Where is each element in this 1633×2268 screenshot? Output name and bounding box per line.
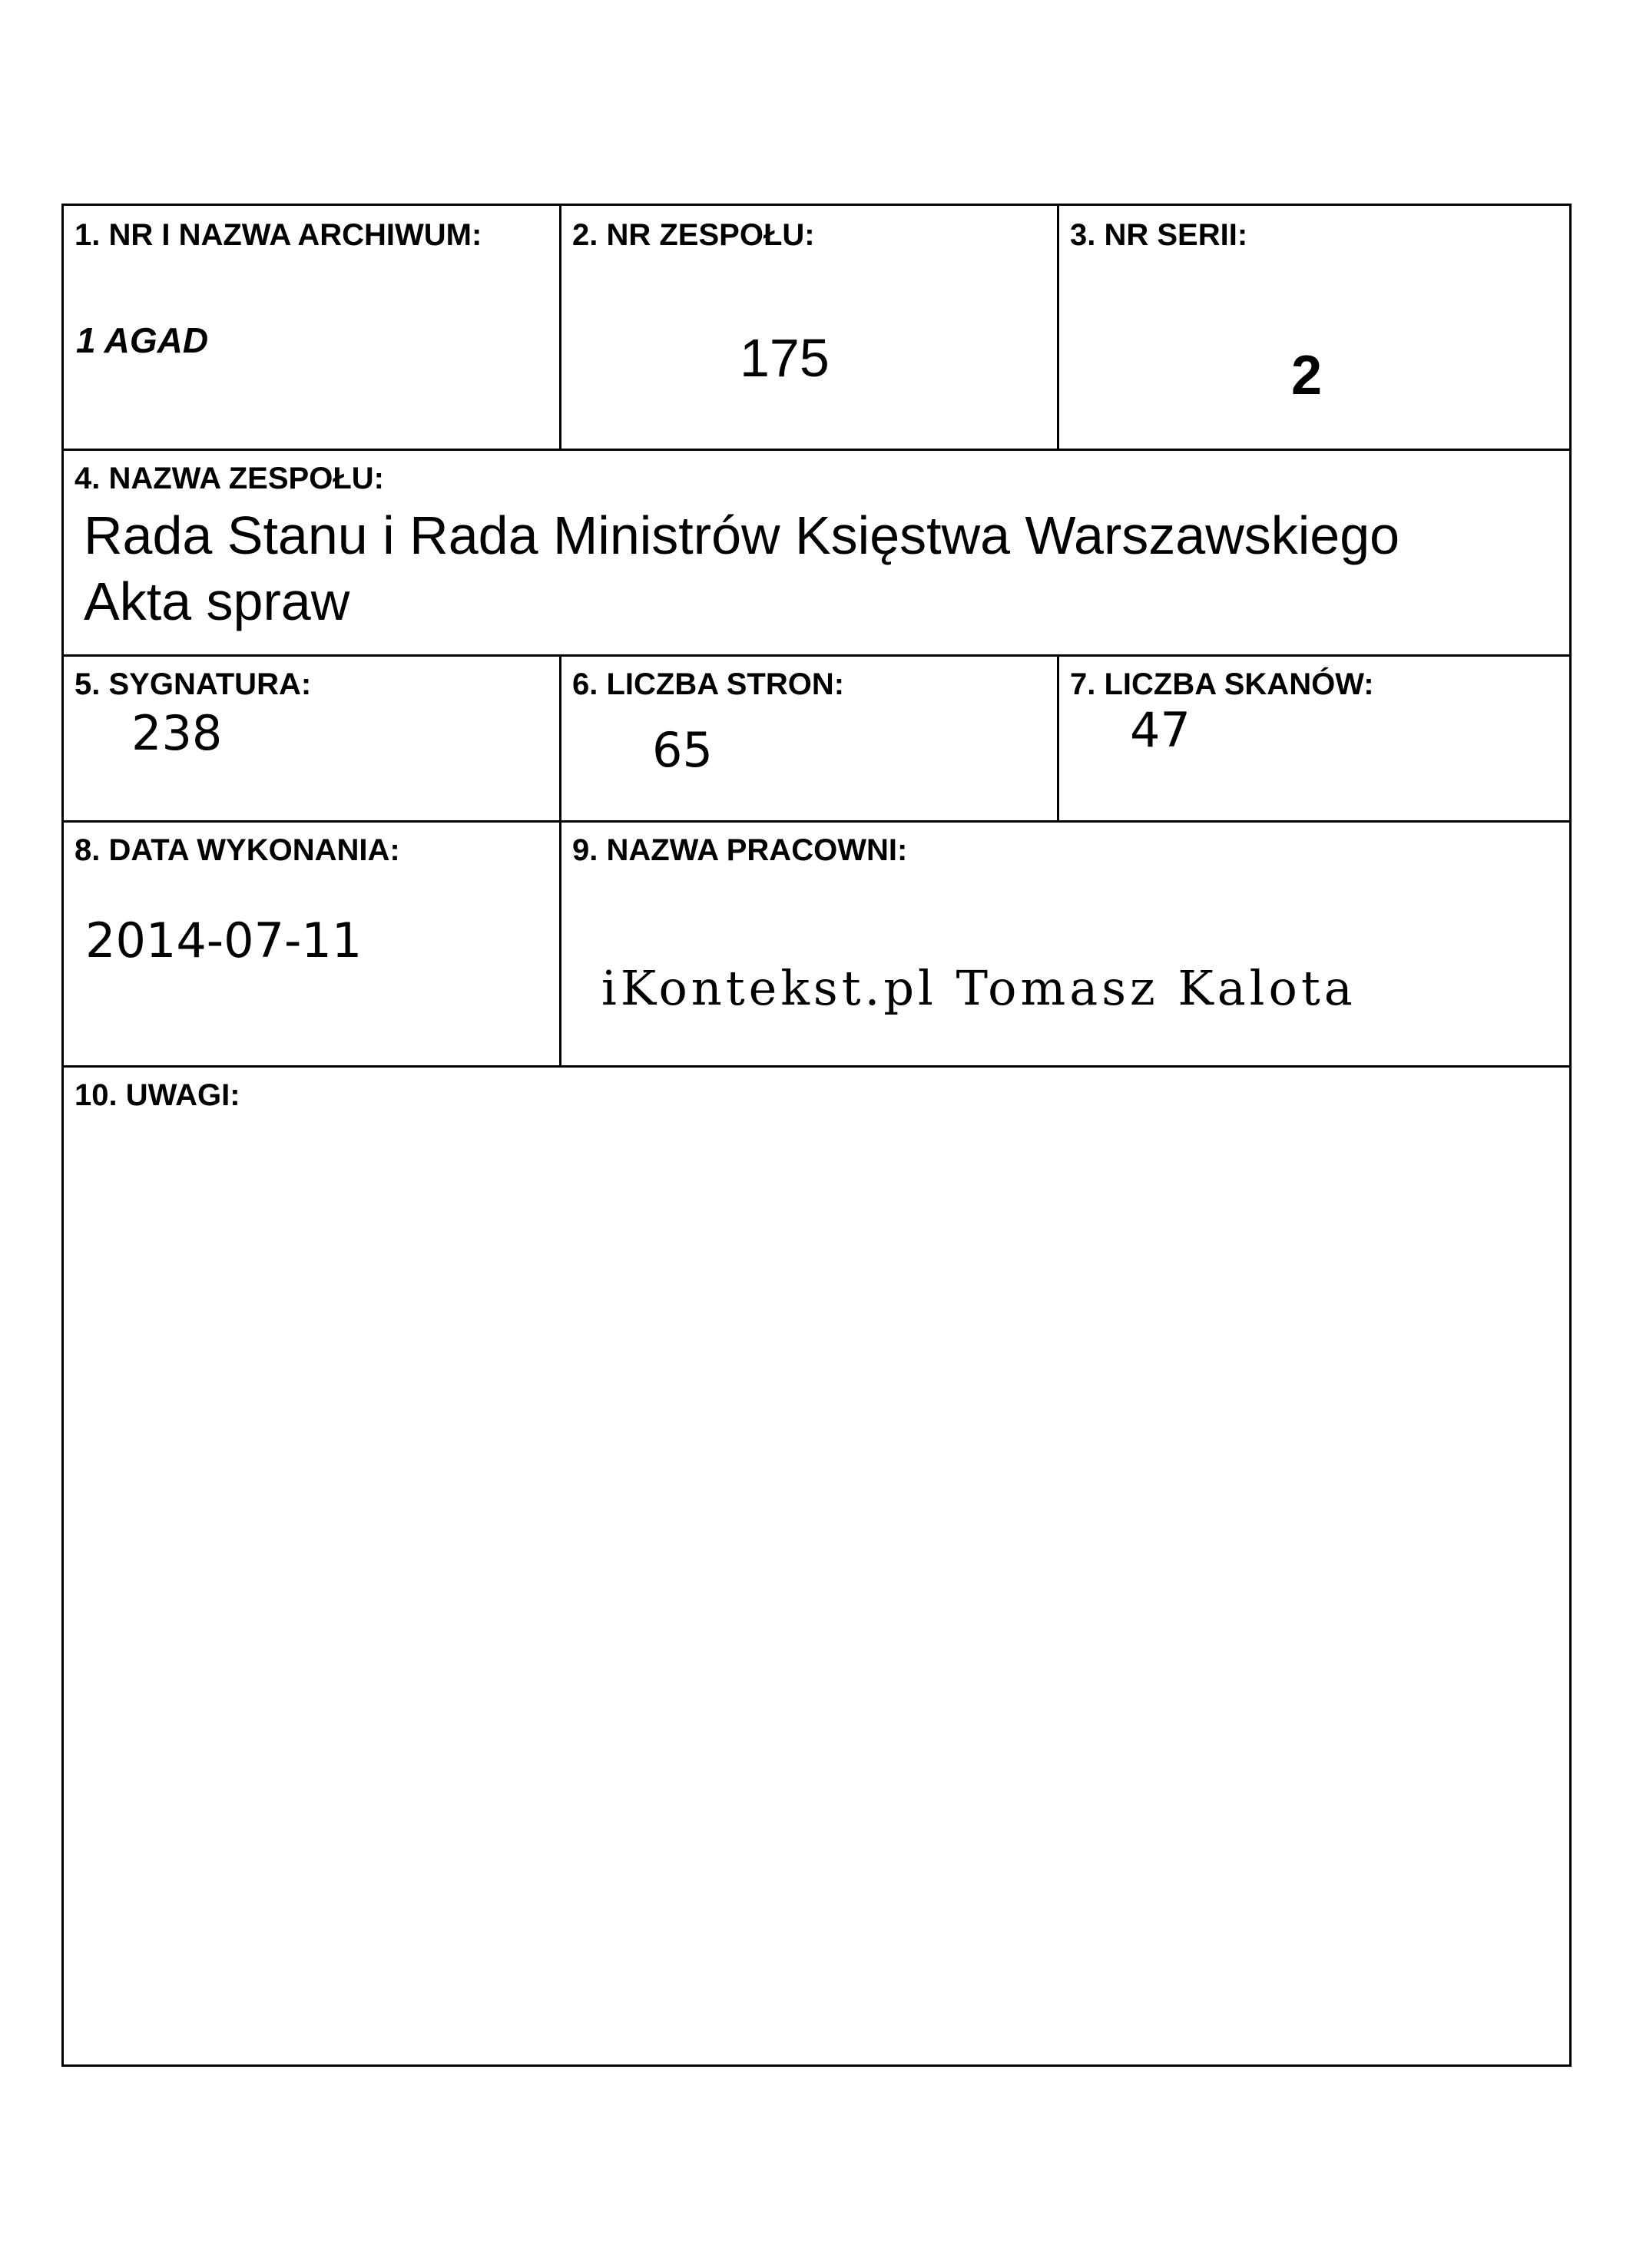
archive-scan-form [61,204,1572,2067]
col-divider-r4 [559,820,561,1065]
signature-label: 5. SYGNATURA: [75,667,312,701]
pages-value: 65 [652,722,713,778]
archive-value: 1 AGAD [76,320,209,360]
date-label: 8. DATA WYKONANIA: [75,833,400,867]
date-value: 2014-07-11 [85,912,363,968]
signature-value: 238 [131,705,223,761]
archive-label: 1. NR I NAZWA ARCHIWUM: [75,218,482,252]
scans-label: 7. LICZBA SKANÓW: [1070,667,1374,701]
row-divider-2 [64,654,1569,657]
notes-label: 10. UWAGI: [75,1078,240,1112]
workshop-value: iKontekst.pl Tomasz Kalota [601,960,1356,1016]
col-divider-r1b [1057,206,1059,449]
row-divider-4 [64,1065,1569,1068]
fond-name-line1: Rada Stanu i Rada Ministrów Księstwa Warszawskiego [84,505,1400,565]
row-divider-1 [64,449,1569,451]
col-divider-r1a [559,206,561,449]
row-divider-3 [64,820,1569,823]
fond-no-label: 2. NR ZESPOŁU: [572,218,815,252]
fond-no-value: 175 [740,328,830,388]
col-divider-r3b [1057,654,1059,820]
scans-value: 47 [1130,702,1191,758]
fond-name-label: 4. NAZWA ZESPOŁU: [75,462,384,495]
pages-label: 6. LICZBA STRON: [572,667,845,701]
series-no-value: 2 [1291,345,1323,406]
series-no-label: 3. NR SERII: [1070,218,1248,252]
col-divider-r3a [559,654,561,820]
fond-name-line2: Akta spraw [84,571,350,631]
workshop-label: 9. NAZWA PRACOWNI: [572,833,908,867]
